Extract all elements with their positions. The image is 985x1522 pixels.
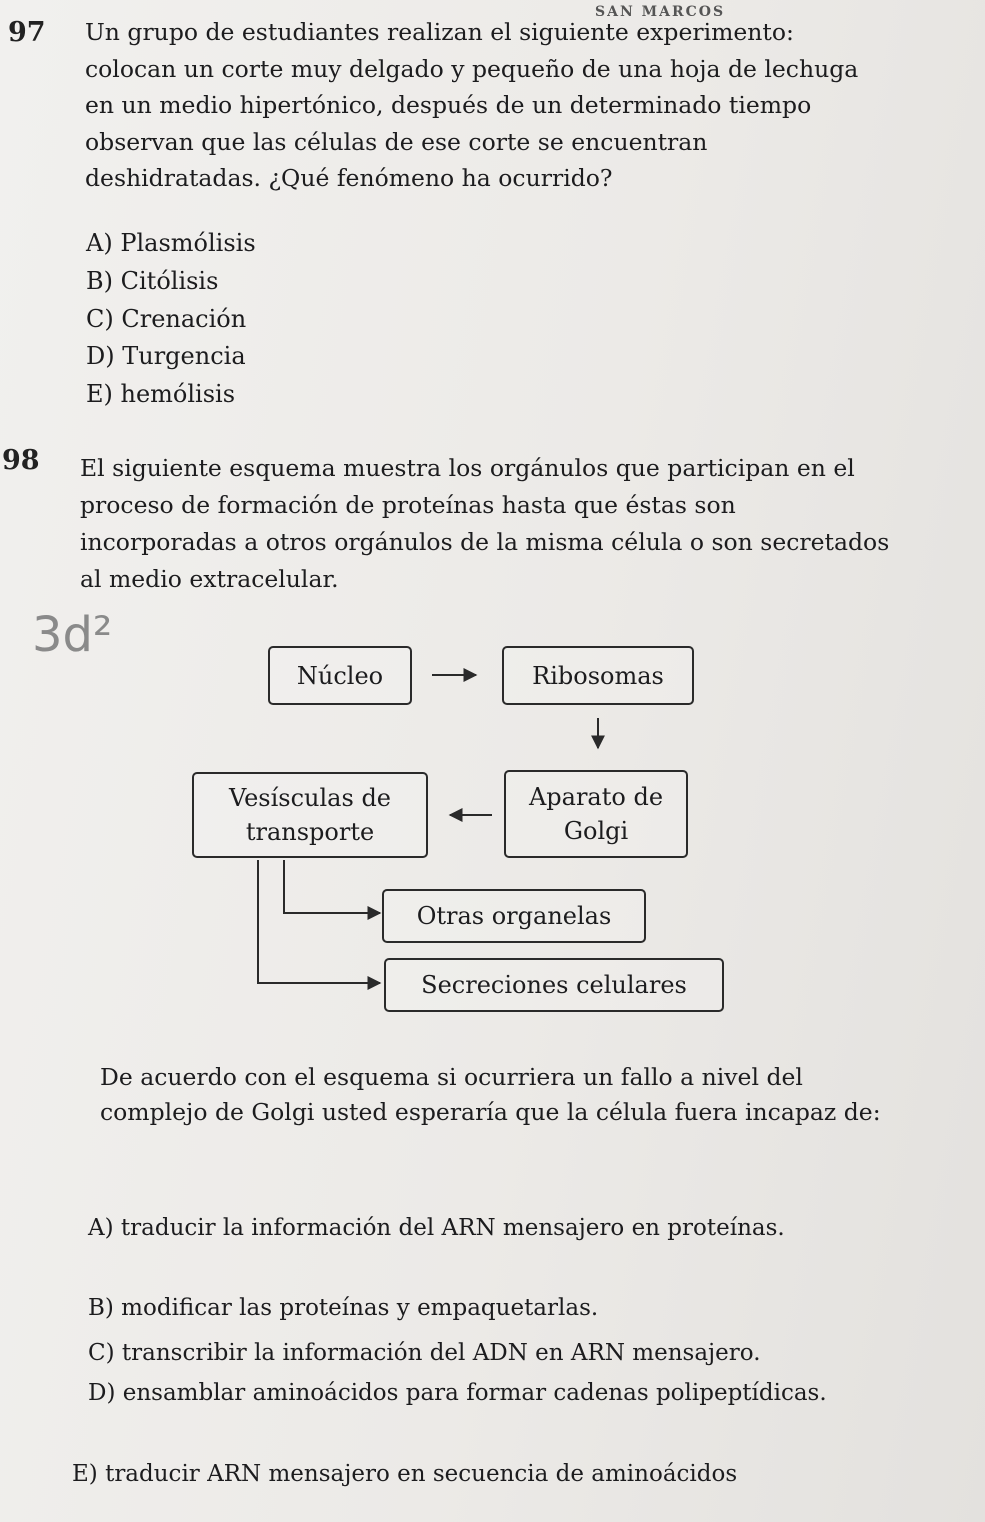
box-ribosomas: Ribosomas xyxy=(502,646,694,705)
q98-option-d[interactable]: D) ensamblar aminoácidos para formar cadenas polipeptídicas. xyxy=(88,1380,827,1406)
box-aparato-golgi: Aparato de Golgi xyxy=(504,770,688,858)
q97-option-e[interactable]: E) hemólisis xyxy=(86,380,236,408)
handwritten-note: 3d² xyxy=(32,607,113,663)
q98-option-a[interactable]: A) traducir la información del ARN mensajero en proteínas. xyxy=(88,1215,785,1241)
question-97-number: 97 xyxy=(8,17,46,48)
arrow-vesiculas-secreciones xyxy=(258,860,380,983)
q98-option-c[interactable]: C) transcribir la información del ADN en ARN mensajero. xyxy=(88,1340,761,1366)
q97-option-c[interactable]: C) Crenación xyxy=(86,305,247,333)
box-secreciones-celulares: Secreciones celulares xyxy=(384,958,724,1012)
q98-option-e[interactable]: E) traducir ARN mensajero en secuencia de aminoácidos xyxy=(72,1461,738,1487)
q97-option-a[interactable]: A) Plasmólisis xyxy=(86,229,256,257)
page-header: SAN MARCOS xyxy=(595,4,726,20)
q97-option-d[interactable]: D) Turgencia xyxy=(86,342,246,370)
arrow-vesiculas-otras xyxy=(284,860,380,913)
box-otras-organelas: Otras organelas xyxy=(382,889,646,943)
q97-option-b[interactable]: B) Citólisis xyxy=(86,267,219,295)
question-98-number: 98 xyxy=(2,445,40,476)
question-98-intro: El siguiente esquema muestra los orgánulos que participan en el proceso de formación de proteínas hasta que éstas son incorporadas a otros orgánulos de la misma célula o son secretados al medio extracelular. xyxy=(80,454,890,593)
box-nucleo: Núcleo xyxy=(268,646,412,705)
box-vesiculas-transporte: Vesísculas de transporte xyxy=(192,772,428,858)
q98-option-b[interactable]: B) modificar las proteínas y empaquetarlas. xyxy=(88,1295,599,1321)
question-98-text: De acuerdo con el esquema si ocurriera un fallo a nivel del complejo de Golgi usted esperaría que la célula fuera incapaz de: xyxy=(100,1063,881,1126)
question-97-text: Un grupo de estudiantes realizan el siguiente experimento: colocan un corte muy delgado y pequeño de una hoja de lechuga en un medio hipertónico, después de un determinado tiempo observan que las células de ese corte se encuentran deshidratadas. ¿Qué fenómeno ha ocurrido? xyxy=(85,18,859,192)
